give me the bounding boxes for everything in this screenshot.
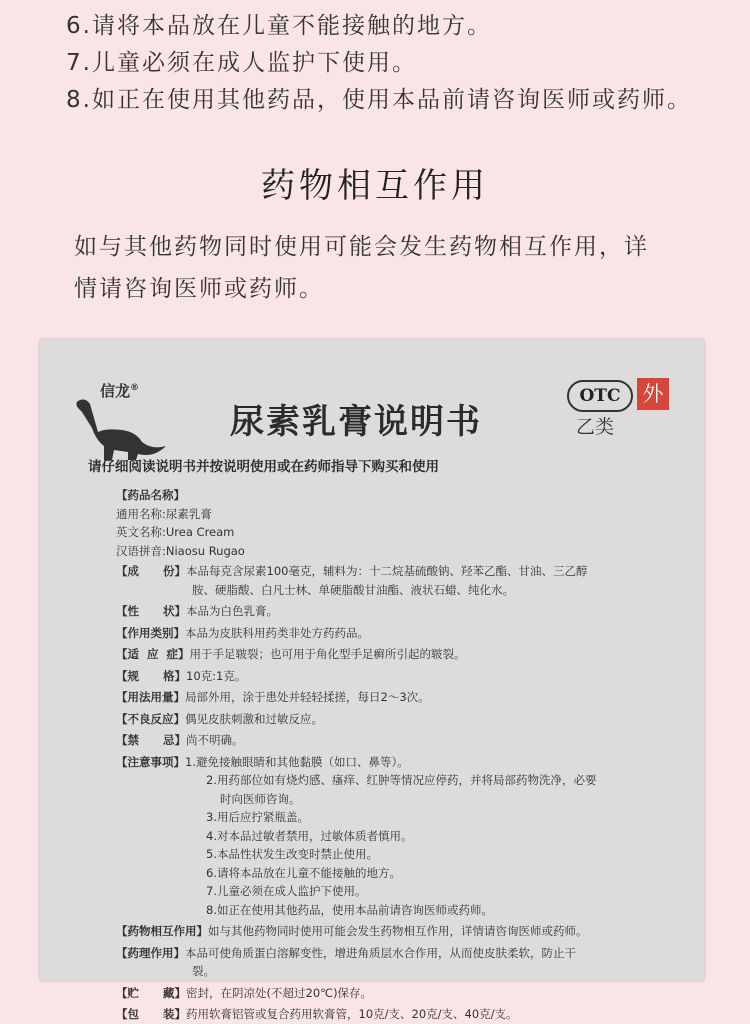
field-label: 【包 装】 xyxy=(116,1007,187,1021)
field-label: 汉语拼音: xyxy=(116,543,166,558)
paragraph-line: 情请咨询医师或药师。 xyxy=(74,276,324,302)
field-label: 【贮 藏】 xyxy=(116,985,187,1000)
field-label: 【规 格】 xyxy=(116,668,187,683)
field-label: 【用法用量】 xyxy=(116,690,185,704)
field-value: 尿素乳膏 xyxy=(165,506,212,521)
field-row xyxy=(116,845,676,864)
paragraph-line: 如与其他药物同时使用可能会发生药物相互作用，详 xyxy=(74,234,649,260)
note-item: 3.用后应拧紧瓶盖。 xyxy=(206,810,309,824)
field-value: 密封，在阴凉处(不超过20℃)保存。 xyxy=(186,985,373,1000)
external-use-mark: 外 xyxy=(637,378,669,410)
note-item: 4.对本品过敏者禁用，过敏体质者慎用。 xyxy=(206,828,413,843)
field-row xyxy=(116,922,676,941)
field-value: 如与其他药物同时使用可能会发生药物相互作用，详情请咨询医师或药师。 xyxy=(208,924,588,938)
field-value: 10克:1克。 xyxy=(186,668,247,683)
field-row xyxy=(116,790,676,809)
leaflet-fields xyxy=(116,486,676,1024)
note-item: 1.避免接触眼睛和其他黏膜（如口、鼻等）。 xyxy=(185,754,409,769)
field-label: 【适 应 症】 xyxy=(116,647,190,661)
field-row xyxy=(116,882,676,901)
field-value: Niaosu Rugao xyxy=(165,543,245,558)
field-value: 药用软膏铝管或复合药用软膏管，10克/支、20克/支、40克/支。 xyxy=(186,1007,518,1021)
note-item: 2.用药部位如有烧灼感、瘙痒、红肿等情况应停药，并将局部药物洗净，必要 xyxy=(206,773,597,787)
otc-badge: OTC xyxy=(567,380,633,412)
field-value: 本品每克含尿素100毫克，辅料为：十二烷基硫酸钠、羟苯乙酯、甘油、三乙醇 xyxy=(186,564,588,578)
note-item: 8.如正在使用其他药品，使用本品前请咨询医师或药师。 xyxy=(206,902,493,917)
field-row xyxy=(116,505,676,524)
field-label: 【性 状】 xyxy=(116,604,187,618)
field-row xyxy=(116,962,676,981)
note-item: 7.儿童必须在成人监护下使用。 xyxy=(206,884,367,898)
field-row xyxy=(116,645,676,664)
field-row xyxy=(116,901,676,920)
interaction-paragraph xyxy=(74,226,694,310)
field-label: 【禁 忌】 xyxy=(116,733,187,747)
field-value: 本品为皮肤科用药类非处方药药品。 xyxy=(185,625,369,640)
field-row xyxy=(116,864,676,883)
field-label: 【药理作用】 xyxy=(116,945,185,960)
otc-category: 乙类 xyxy=(576,416,615,438)
note-item: 时向医师咨询。 xyxy=(220,791,301,806)
field-row xyxy=(116,984,676,1003)
field-label: 英文名称: xyxy=(116,525,166,539)
field-value: 本品可使角质蛋白溶解变性，增进角质层水合作用，从而使皮肤柔软，防止干 xyxy=(185,945,576,960)
precautions-list xyxy=(66,8,692,119)
field-label: 通用名称: xyxy=(116,506,166,521)
field-value: 胺、硬脂酸、白凡士林、单硬脂酸甘油酯、液状石蜡、纯化水。 xyxy=(192,582,514,597)
field-value: 偶见皮肤刺激和过敏反应。 xyxy=(185,711,323,726)
field-row xyxy=(116,602,676,621)
field-label: 【不良反应】 xyxy=(116,711,185,726)
precaution-item: 6.请将本品放在儿童不能接触的地方。 xyxy=(66,13,492,39)
field-row xyxy=(116,562,676,581)
field-row xyxy=(116,523,676,542)
brand-name: 信龙® xyxy=(100,382,140,400)
precaution-item: 8.如正在使用其他药品，使用本品前请咨询医师或药师。 xyxy=(66,87,692,113)
field-row xyxy=(116,542,676,561)
field-row xyxy=(116,688,676,707)
field-row xyxy=(116,944,676,963)
instruction-leaflet-image xyxy=(40,340,704,1021)
advisory-line: 请仔细阅读说明书并按说明使用或在药师指导下购买和使用 xyxy=(88,459,439,475)
section-heading: 药物相互作用 xyxy=(261,166,489,206)
field-row xyxy=(116,771,676,790)
field-label: 【成 份】 xyxy=(116,564,187,578)
field-value: 用于手足皲裂；也可用于角化型手足癣所引起的皲裂。 xyxy=(189,647,466,661)
field-label: 【药品名称】 xyxy=(116,488,185,502)
field-row xyxy=(116,486,676,505)
field-row xyxy=(116,731,676,750)
field-row xyxy=(116,1005,676,1024)
field-row xyxy=(116,667,676,686)
field-value: 裂。 xyxy=(192,964,215,978)
field-value: 尚不明确。 xyxy=(186,733,244,747)
field-row xyxy=(116,808,676,827)
field-value: Urea Cream xyxy=(165,525,235,539)
field-label: 【注意事项】 xyxy=(116,754,185,769)
note-item: 5.本品性状发生改变时禁止使用。 xyxy=(206,847,378,861)
field-row xyxy=(116,581,676,600)
field-row xyxy=(116,753,676,772)
field-row xyxy=(116,624,676,643)
field-value: 局部外用，涂于患处并轻轻揉搓，每日2～3次。 xyxy=(185,690,430,704)
field-label: 【药物相互作用】 xyxy=(116,924,208,938)
field-row xyxy=(116,827,676,846)
note-item: 6.请将本品放在儿童不能接触的地方。 xyxy=(206,865,401,880)
precaution-item: 7.儿童必须在成人监护下使用。 xyxy=(66,50,417,76)
field-value: 本品为白色乳膏。 xyxy=(186,604,279,618)
leaflet-title: 尿素乳膏说明书 xyxy=(230,402,482,442)
field-label: 【作用类别】 xyxy=(116,625,185,640)
field-row xyxy=(116,710,676,729)
